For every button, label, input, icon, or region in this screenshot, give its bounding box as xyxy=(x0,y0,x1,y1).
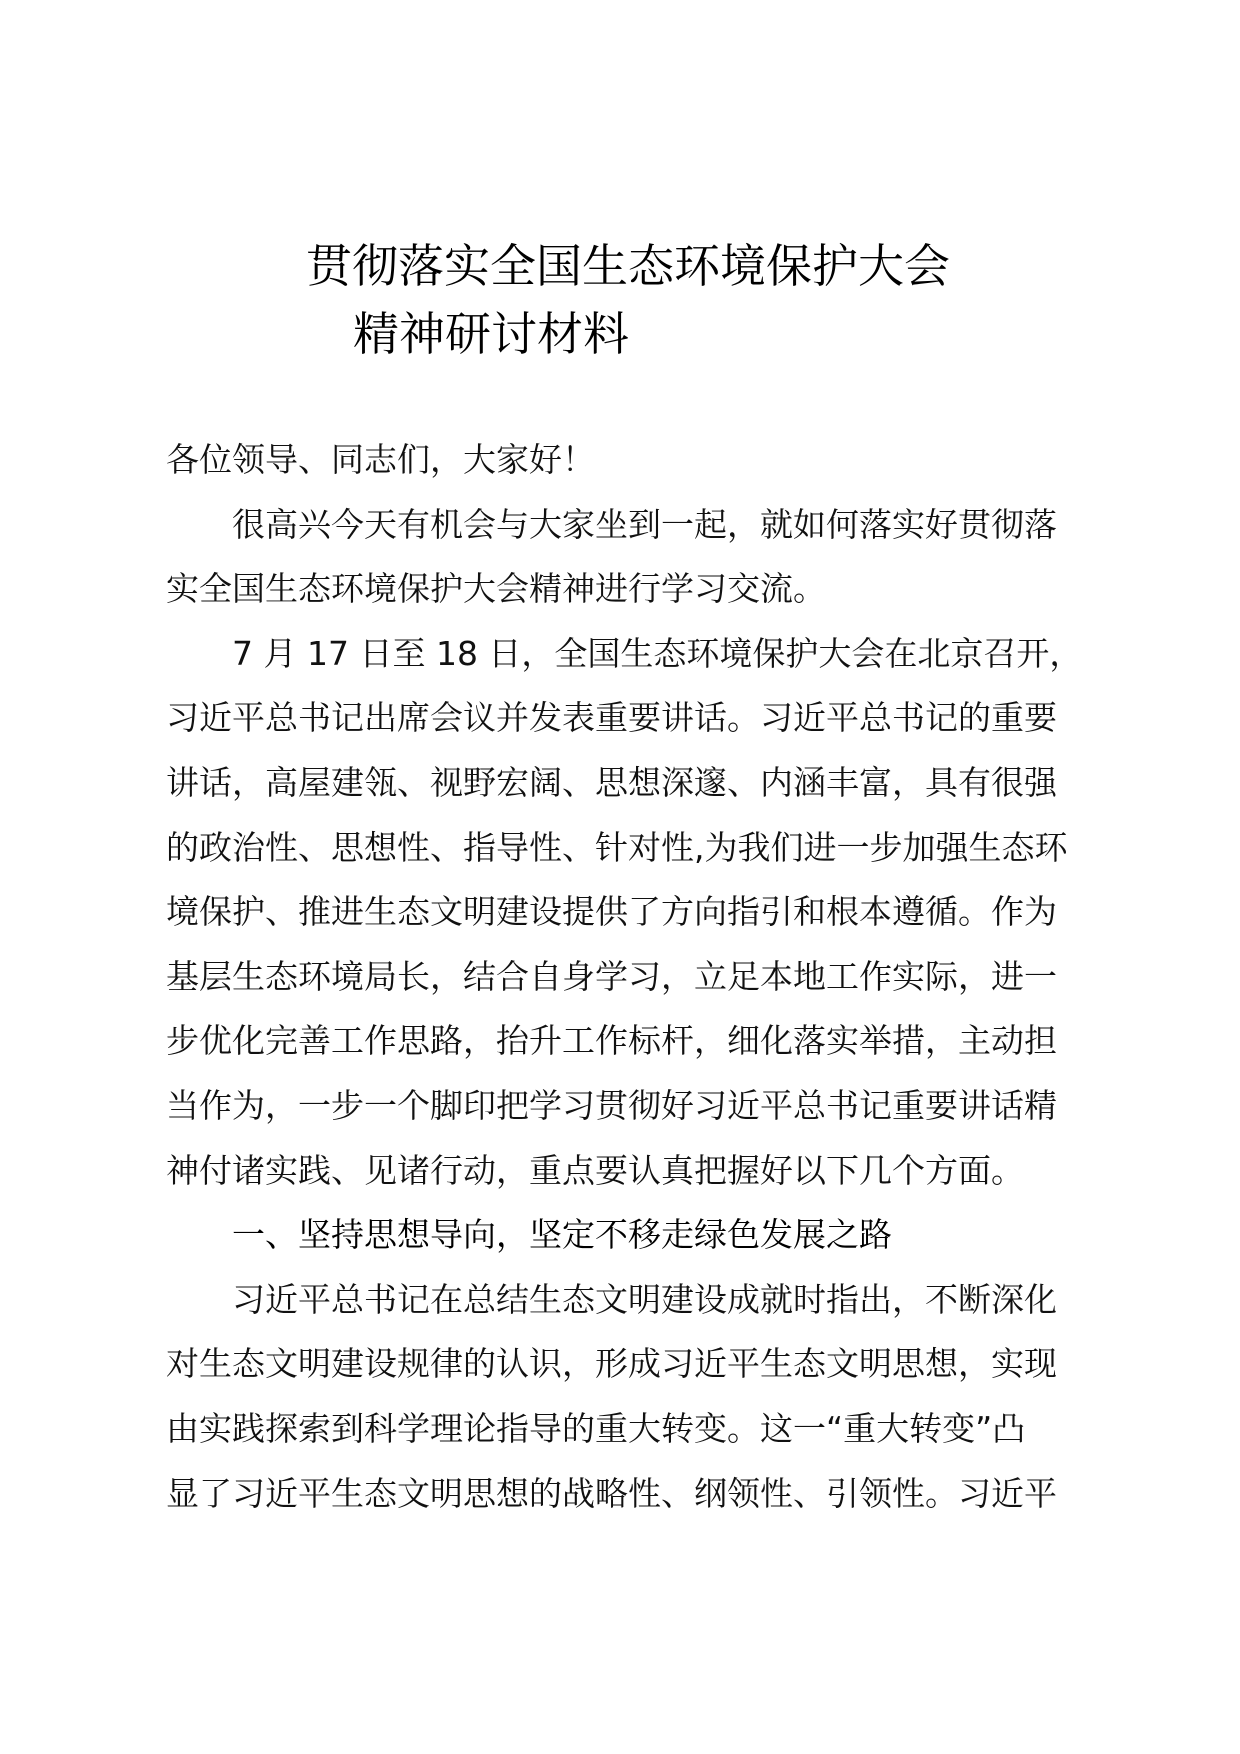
body-line: 7 月 17 日至 18 日，全国生态环境保护大会在北京召开， xyxy=(232,633,1083,673)
document-body xyxy=(166,428,1086,1526)
body-line: 的政治性、思想性、指导性、针对性,为我们进一步加强生态环 xyxy=(166,827,1068,867)
body-line: 讲话，高屋建瓴、视野宏阔、思想深邃、内涵丰富，具有很强 xyxy=(166,762,1057,802)
body-line: 基层生态环境局长，结合自身学习，立足本地工作实际，进一 xyxy=(166,956,1057,996)
body-line: 对生态文明建设规律的认识，形成习近平生态文明思想，实现 xyxy=(166,1344,1057,1384)
body-line: 境保护、推进生态文明建设提供了方向指引和根本遵循。作为 xyxy=(166,892,1057,932)
body-line: 神付诸实践、见诸行动，重点要认真把握好以下几个方面。 xyxy=(166,1150,1024,1190)
section-heading: 一、坚持思想导向，坚定不移走绿色发展之路 xyxy=(232,1215,892,1255)
body-line: 由实践探索到科学理论指导的重大转变。这一“重大转变”凸 xyxy=(166,1408,1026,1448)
greeting-line: 各位领导、同志们，大家好！ xyxy=(166,440,595,479)
body-line: 习近平总书记在总结生态文明建设成就时指出，不断深化 xyxy=(232,1279,1057,1319)
document-title-line-1: 贯彻落实全国生态环境保护大会 xyxy=(306,239,950,293)
body-line: 显了习近平生态文明思想的战略性、纲领性、引领性。习近平 xyxy=(166,1473,1057,1513)
body-line: 步优化完善工作思路，抬升工作标杆，细化落实举措，主动担 xyxy=(166,1021,1057,1061)
document-title-line-2: 精神研讨材料 xyxy=(353,307,629,361)
body-line: 实全国生态环境保护大会精神进行学习交流。 xyxy=(166,569,826,609)
body-line: 习近平总书记出席会议并发表重要讲话。习近平总书记的重要 xyxy=(166,698,1057,738)
body-line: 很高兴今天有机会与大家坐到一起，就如何落实好贯彻落 xyxy=(232,504,1057,544)
body-line: 当作为，一步一个脚印把学习贯彻好习近平总书记重要讲话精 xyxy=(166,1085,1057,1125)
